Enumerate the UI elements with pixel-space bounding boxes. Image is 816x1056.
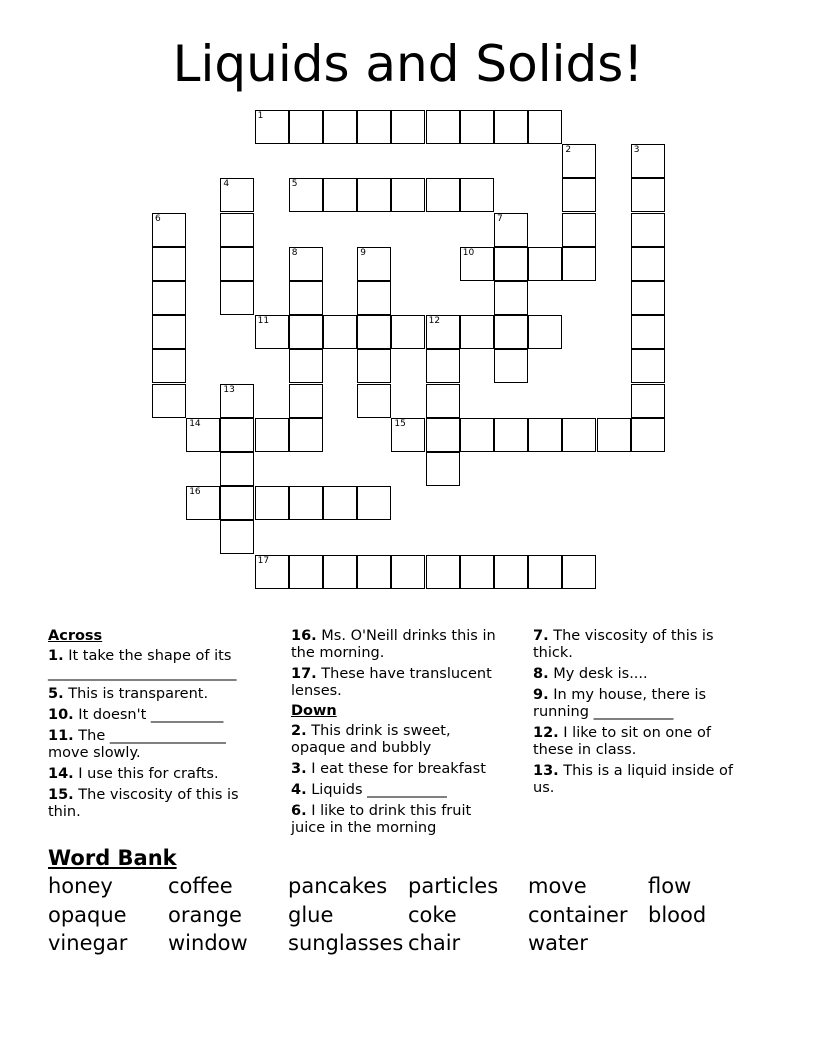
clue-text: This drink is sweet, opaque and bubbly [291,723,451,756]
crossword-cell[interactable] [426,349,460,383]
crossword-cell[interactable] [562,247,596,281]
word-bank-word: opaque [48,902,127,927]
crossword-cell[interactable] [528,418,562,452]
word-bank-word: flow [648,874,692,898]
crossword-cell[interactable] [323,555,357,589]
crossword-cell[interactable] [562,144,596,178]
word-bank-title: Word Bank [48,846,177,870]
crossword-cell[interactable] [152,315,186,349]
crossword-cell[interactable] [220,247,254,281]
clue-number: 4. [291,782,307,798]
clue-number: 15. [48,787,74,803]
clue-number: 6 [155,213,161,224]
word-bank-word: pancakes [288,874,388,898]
clue-number: 16. [291,628,317,644]
clue-text: This is transparent. [68,686,209,702]
clue-text: This is a liquid inside of us. [533,763,734,796]
down-heading: Down [291,703,337,719]
word-bank-word: particles [408,874,499,898]
clue-item [48,648,258,682]
clue-item [533,687,753,721]
clue-text: The [78,728,106,744]
crossword-cell[interactable] [460,178,494,212]
crossword-cell[interactable] [220,486,254,520]
crossword-cell[interactable] [391,110,425,144]
crossword-cell[interactable] [323,110,357,144]
word-bank-word: coffee [168,874,233,898]
clue-text: I eat these for breakfast [311,761,486,777]
crossword-cell[interactable] [631,144,665,178]
clue-item [533,628,753,662]
crossword-cell[interactable] [220,452,254,486]
clue-number: 1 [257,111,264,121]
clue-number: 13. [533,763,559,779]
crossword-cell[interactable] [255,110,289,144]
clue-number: 8 [291,247,298,258]
clue-number: 10 [462,247,475,258]
page-title: Liquids and Solids! [172,35,644,93]
crossword-cell[interactable] [494,418,528,452]
clue-number: 2. [291,723,307,739]
crossword-cell[interactable] [631,349,665,383]
clue-number: 15 [394,418,406,429]
crossword-cell[interactable] [426,418,460,452]
crossword-cell[interactable] [631,178,665,212]
clue-item [48,766,258,783]
clue-number: 16 [189,487,201,498]
crossword-cell[interactable] [494,315,528,349]
answer-blank: __________ [150,707,224,723]
clue-item [291,723,506,757]
crossword-cell[interactable] [289,110,323,144]
clue-item [533,725,753,759]
crossword-cell[interactable] [357,384,391,418]
crossword-cell[interactable] [460,110,494,144]
clue-item [533,666,753,683]
crossword-cell[interactable] [494,349,528,383]
clue-text: Liquids [311,782,363,798]
crossword-cell[interactable] [289,418,323,452]
crossword-cell[interactable] [357,555,391,589]
answer-blank: ___________ [593,704,674,720]
clue-text: I like to sit on one of these in class. [533,725,711,758]
clue-number: 5. [48,686,64,702]
crossword-cell[interactable] [426,178,460,212]
word-bank-word: orange [168,902,242,927]
clue-text: I use this for crafts. [78,766,219,782]
clue-number: 12 [428,316,441,327]
crossword-cell[interactable] [289,555,323,589]
clue-number: 8. [533,666,549,682]
crossword-cell[interactable] [597,418,631,452]
clue-number: 13 [223,384,235,395]
clue-number: 7 [497,213,503,224]
crossword-cell[interactable] [631,247,665,281]
clue-number: 9. [533,687,549,703]
clue-text: My desk is.... [553,666,648,682]
crossword-cell[interactable] [426,384,460,418]
crossword-cell[interactable] [152,213,186,247]
crossword-cell[interactable] [220,281,254,315]
crossword-cell[interactable] [186,486,220,520]
crossword-cell[interactable] [631,213,665,247]
clue-number: 17. [291,666,317,682]
clue-item [291,782,506,799]
clue-text: move slowly. [48,745,141,761]
clue-number: 11 [257,316,270,327]
crossword-cell[interactable] [631,315,665,349]
crossword-cell[interactable] [289,281,323,315]
clue-item [48,707,258,724]
crossword-cell[interactable] [220,384,254,418]
crossword-cell[interactable] [460,247,494,281]
clue-item [533,763,753,797]
crossword-cell[interactable] [460,418,494,452]
clue-text: It take the shape of its [68,648,232,664]
crossword-cell[interactable] [289,315,323,349]
crossword-cell[interactable] [631,418,665,452]
clue-number: 14. [48,766,74,782]
word-bank-word: coke [408,902,457,927]
crossword-cell[interactable] [528,110,562,144]
crossword-cell[interactable] [391,315,425,349]
crossword-cell[interactable] [357,486,391,520]
crossword-cell[interactable] [255,555,289,589]
clue-number: 9 [360,247,366,258]
clue-number: 5 [291,179,298,190]
word-bank-word: chair [408,931,461,955]
crossword-cell[interactable] [426,452,460,486]
clue-number: 2 [565,145,572,156]
clue-number: 4 [223,179,230,190]
crossword-cell[interactable] [255,315,289,349]
crossword-cell[interactable] [528,247,562,281]
clue-number: 3 [633,145,640,156]
clue-item [48,787,258,821]
crossword-cell[interactable] [460,555,494,589]
clues-column-2 [291,628,506,841]
word-bank-word: move [528,874,587,898]
word-bank-word: window [168,931,248,955]
crossword-cell[interactable] [562,178,596,212]
answer-blank: __________________________ [48,665,237,681]
clue-item [291,628,506,662]
crossword-cell[interactable] [323,178,357,212]
clue-item [48,728,258,762]
crossword-cell[interactable] [562,418,596,452]
clue-text: These have translucent lenses. [291,666,492,699]
crossword-cell[interactable] [562,213,596,247]
crossword-cell[interactable] [494,213,528,247]
crossword-cell[interactable] [357,247,391,281]
clues-column-1 [48,628,258,825]
clue-number: 1. [48,648,64,664]
clue-text: I like to drink this fruit juice in the morning [291,803,472,836]
clue-item [291,803,506,837]
crossword-cell[interactable] [289,247,323,281]
word-bank-word: vinegar [48,931,128,955]
crossword-cell[interactable] [460,315,494,349]
clue-number: 6. [291,803,307,819]
crossword-cell[interactable] [220,418,254,452]
crossword-cell[interactable] [255,486,289,520]
answer-blank: ________________ [109,728,226,744]
crossword-cell[interactable] [152,247,186,281]
clue-text: Ms. O'Neill drinks this in the morning. [291,628,496,661]
crossword-cell[interactable] [357,349,391,383]
crossword-cell[interactable] [357,281,391,315]
clue-number: 3. [291,761,307,777]
clue-number: 14 [189,418,201,429]
crossword-cell[interactable] [494,281,528,315]
clue-text: It doesn't [78,707,147,723]
clue-text: The viscosity of this is thin. [48,787,239,820]
crossword-cell[interactable] [426,110,460,144]
crossword-cell[interactable] [220,520,254,554]
clue-number: 10. [48,707,74,723]
crossword-cell[interactable] [357,110,391,144]
crossword-cell[interactable] [494,110,528,144]
word-bank-word: sunglasses [288,931,404,955]
crossword-cell[interactable] [494,555,528,589]
word-bank-word: honey [48,874,113,898]
crossword-cell[interactable] [289,384,323,418]
crossword-cell[interactable] [528,315,562,349]
crossword-cell[interactable] [631,384,665,418]
clue-number: 11. [48,728,74,744]
crossword-cell[interactable] [631,281,665,315]
clue-number: 7. [533,628,549,644]
crossword-cell[interactable] [152,384,186,418]
crossword-cell[interactable] [289,486,323,520]
clue-number: 17 [257,555,270,566]
crossword-cell[interactable] [186,418,220,452]
crossword-cell[interactable] [289,178,323,212]
clues-column-3 [533,628,753,801]
crossword-cell[interactable] [289,349,323,383]
crossword-cell[interactable] [357,315,391,349]
crossword-cell[interactable] [152,281,186,315]
word-bank-word: container [528,902,628,927]
crossword-cell[interactable] [391,555,425,589]
crossword-cell[interactable] [323,486,357,520]
across-heading: Across [48,628,103,644]
crossword-cell[interactable] [255,418,289,452]
clue-item [291,666,506,700]
clue-number: 12. [533,725,559,741]
answer-blank: ___________ [367,782,447,798]
crossword-cell[interactable] [220,178,254,212]
crossword-cell[interactable] [152,349,186,383]
crossword-cell[interactable] [220,213,254,247]
word-bank-word: water [528,931,588,955]
crossword-cell[interactable] [426,555,460,589]
clue-text: The viscosity of this is thick. [533,628,714,661]
clue-item [291,761,506,778]
crossword-cell[interactable] [357,178,391,212]
crossword-cell[interactable] [391,418,425,452]
crossword-cell[interactable] [391,178,425,212]
clue-text: In my house, there is running [533,687,707,720]
crossword-cell[interactable] [426,315,460,349]
word-bank-word: blood [648,902,707,927]
clue-item [48,686,258,703]
crossword-cell[interactable] [323,315,357,349]
crossword-cell[interactable] [528,555,562,589]
word-bank-word: glue [288,902,334,927]
crossword-cell[interactable] [494,247,528,281]
crossword-cell[interactable] [562,555,596,589]
